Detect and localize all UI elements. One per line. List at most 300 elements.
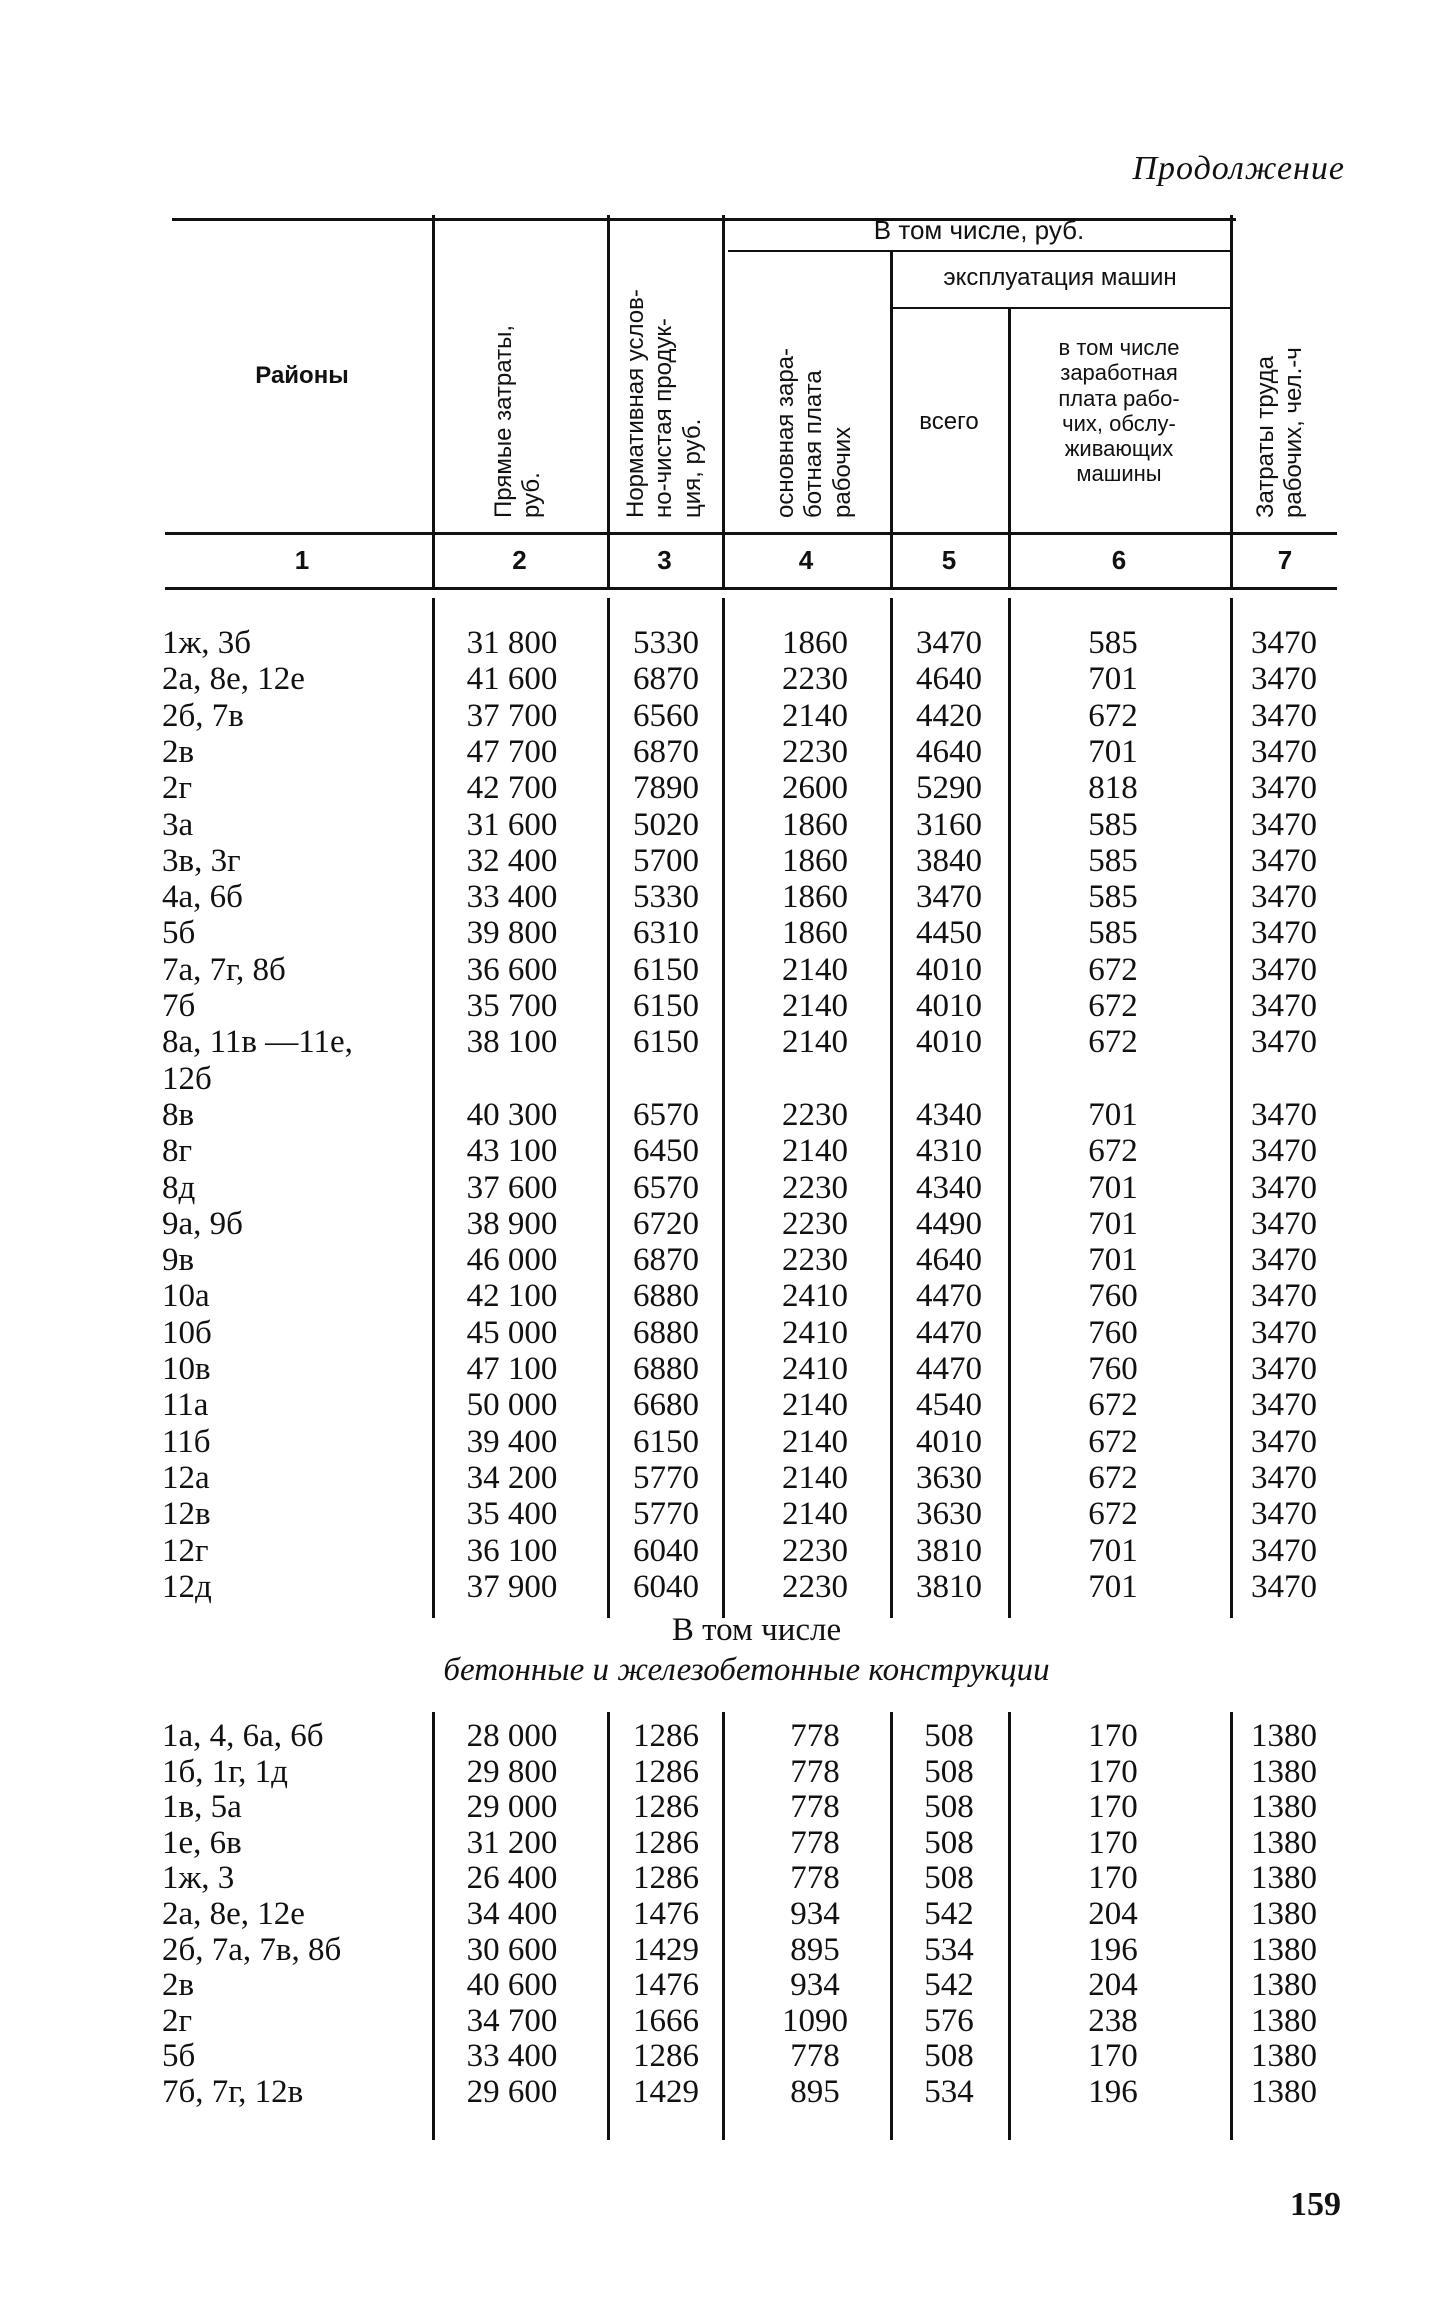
value-cell: 542 [924,1967,974,2004]
value-cell: 6450 [633,1133,699,1170]
colnum-2: 2 [512,545,527,575]
table-row [0,661,1433,697]
table-row [0,1424,1433,1460]
value-cell: 33 400 [466,2038,558,2075]
value-cell: 3470 [916,625,982,661]
value-cell: 2140 [782,1423,848,1460]
district-cell: 2в [162,733,195,770]
value-cell: 6870 [633,733,699,770]
value-cell: 34 400 [466,1896,558,1932]
value-cell: 818 [1088,770,1138,807]
value-cell: 3470 [1251,1423,1317,1460]
value-cell: 2140 [782,1133,848,1170]
value-cell: 701 [1088,733,1138,770]
value-cell: 778 [790,1789,840,1826]
district-cell: 12а [162,1459,210,1496]
value-cell: 1286 [633,1718,699,1754]
value-cell: 1860 [782,625,848,661]
value-cell: 170 [1088,1860,1138,1897]
table-row [0,1242,1433,1278]
value-cell: 45 000 [466,1314,558,1351]
value-cell: 2140 [782,1496,848,1533]
value-cell: 6880 [633,1278,699,1315]
value-cell: 3470 [1251,1496,1317,1533]
value-cell: 5330 [633,879,699,916]
district-cell: 11а [162,1387,209,1424]
value-cell: 1286 [633,1860,699,1897]
value-cell: 3470 [1251,1169,1317,1206]
value-cell: 1090 [782,2002,848,2039]
value-cell: 3470 [1251,988,1317,1024]
value-cell: 585 [1088,625,1138,661]
value-cell: 34 200 [466,1459,558,1496]
value-cell: 672 [1088,1496,1138,1533]
value-cell: 3630 [916,1496,982,1533]
value-cell: 6680 [633,1387,699,1424]
value-cell: 2140 [782,1024,848,1061]
value-cell: 508 [924,1789,974,1826]
value-cell: 6150 [633,951,699,988]
value-cell: 3840 [916,842,982,879]
district-cell: 7б [162,988,196,1024]
value-cell: 196 [1088,1931,1138,1968]
value-cell: 760 [1088,1351,1138,1387]
table-row [0,1718,1433,1754]
table-row [0,1024,1433,1060]
value-cell: 701 [1088,1242,1138,1279]
value-cell: 36 100 [466,1532,558,1569]
value-cell: 6570 [633,1096,699,1133]
value-cell: 4640 [916,1242,982,1279]
value-cell: 6150 [633,1024,699,1061]
table-row [0,1315,1433,1351]
header-zatraty-truda: Затраты труда рабочих, чел.-ч [1252,347,1308,518]
value-cell: 1860 [782,915,848,952]
value-cell: 4470 [916,1278,982,1315]
value-cell: 2140 [782,1387,848,1424]
value-cell: 2230 [782,1205,848,1242]
value-cell: 542 [924,1896,974,1932]
value-cell: 508 [924,1860,974,1897]
district-cell: 1а, 4, 6а, 6б [162,1718,324,1754]
value-cell: 701 [1088,1532,1138,1569]
value-cell: 35 400 [466,1496,558,1533]
district-cell: 12д [162,1568,212,1605]
district-cell: 10а [162,1278,210,1315]
value-cell: 672 [1088,951,1138,988]
value-cell: 1380 [1251,2074,1317,2110]
value-cell: 39 400 [466,1423,558,1460]
header-pryamye: Прямые затраты, руб. [490,325,546,518]
value-cell: 1380 [1251,1789,1317,1826]
district-cell: 8д [162,1169,196,1206]
value-cell: 534 [924,1931,974,1968]
value-cell: 3470 [1251,1568,1317,1605]
value-cell: 170 [1088,1718,1138,1754]
value-cell: 2410 [782,1278,848,1315]
district-cell: 1ж, 3 [162,1860,235,1897]
value-cell: 3470 [1251,879,1317,916]
value-cell: 28 000 [466,1718,558,1754]
district-cell: 1ж, 3б [162,625,252,661]
table-row [0,915,1433,951]
header-v-tom-chisle-zp: в том числе заработная плата рабо- чих, обслу- живающих машины [1058,335,1180,487]
colnum-4: 4 [798,545,814,575]
value-cell: 1380 [1251,2038,1317,2075]
value-cell: 6720 [633,1205,699,1242]
value-cell: 36 600 [466,951,558,988]
value-cell: 38 100 [466,1024,558,1061]
value-cell: 6570 [633,1169,699,1206]
value-cell: 29 600 [466,2074,558,2110]
value-cell: 29 800 [466,1753,558,1790]
value-cell: 3470 [1251,1242,1317,1279]
value-cell: 760 [1088,1314,1138,1351]
table-row [0,1278,1433,1314]
value-cell: 585 [1088,842,1138,879]
value-cell: 3470 [1251,1314,1317,1351]
value-cell: 672 [1088,1024,1138,1061]
col-divider-3 [722,215,725,590]
value-cell: 778 [790,1824,840,1861]
value-cell: 40 600 [466,1967,558,2004]
colnum-5: 5 [941,545,957,575]
value-cell: 204 [1088,1967,1138,2004]
value-cell: 508 [924,1753,974,1790]
table-row [0,1496,1433,1532]
value-cell: 34 700 [466,2002,558,2039]
value-cell: 50 000 [466,1387,558,1424]
value-cell: 38 900 [466,1205,558,1242]
value-cell: 672 [1088,1133,1138,1170]
value-cell: 3470 [1251,915,1317,952]
value-cell: 4490 [916,1205,982,1242]
value-cell: 672 [1088,1423,1138,1460]
subheading-v-tom-chisle: В том числе [671,1612,842,1648]
value-cell: 170 [1088,1824,1138,1861]
table-row [0,879,1433,915]
value-cell: 1380 [1251,1860,1317,1897]
district-cell: 11б [162,1423,211,1460]
table-row [0,625,1433,661]
value-cell: 4470 [916,1314,982,1351]
table-row [0,770,1433,806]
group-rule [728,250,1230,252]
value-cell: 2230 [782,1568,848,1605]
value-cell: 31 800 [466,625,558,661]
value-cell: 4010 [916,951,982,988]
value-cell: 6040 [633,1532,699,1569]
value-cell: 170 [1088,2038,1138,2075]
value-cell: 6150 [633,988,699,1024]
district-cell: 1в, 5а [162,1789,242,1826]
header-v-tom-chisle: В том числе, руб. [873,215,1085,245]
value-cell: 4340 [916,1096,982,1133]
header-ekspluatatsiya: эксплуатация машин [943,264,1177,291]
table-row [0,1133,1433,1169]
value-cell: 1476 [633,1967,699,2004]
value-cell: 1860 [782,806,848,843]
value-cell: 5330 [633,625,699,661]
district-cell: 4а, 6б [162,879,243,916]
table-row [0,1825,1433,1861]
table-row [0,734,1433,770]
table-row [0,2003,1433,2039]
table-row [0,1789,1433,1825]
district-cell: 12б [162,1060,212,1097]
col-divider-2 [607,215,610,590]
value-cell: 4010 [916,1423,982,1460]
table-row [0,807,1433,843]
table-row [0,698,1433,734]
value-cell: 701 [1088,1096,1138,1133]
value-cell: 170 [1088,1789,1138,1826]
colnum-1: 1 [294,545,310,575]
value-cell: 1380 [1251,1753,1317,1790]
value-cell: 2410 [782,1314,848,1351]
col-divider-1 [432,215,435,590]
value-cell: 4010 [916,1024,982,1061]
value-cell: 29 000 [466,1789,558,1826]
value-cell: 1860 [782,879,848,916]
value-cell: 196 [1088,2074,1138,2110]
value-cell: 1429 [633,2074,699,2110]
header-normativnaya: Нормативная услов- но-чистая продук- ция, руб. [622,289,706,518]
value-cell: 760 [1088,1278,1138,1315]
value-cell: 26 400 [466,1860,558,1897]
value-cell: 701 [1088,661,1138,698]
header-bottom-rule [165,532,1337,535]
value-cell: 585 [1088,806,1138,843]
value-cell: 1429 [633,1931,699,1968]
table-row [0,988,1433,1024]
value-cell: 778 [790,1753,840,1790]
value-cell: 39 800 [466,915,558,952]
value-cell: 4310 [916,1133,982,1170]
value-cell: 2410 [782,1351,848,1387]
table-row [0,2074,1433,2110]
district-cell: 1б, 1г, 1д [162,1753,288,1790]
value-cell: 5770 [633,1459,699,1496]
value-cell: 37 700 [466,697,558,734]
district-cell: 1е, 6в [162,1824,242,1861]
value-cell: 701 [1088,1205,1138,1242]
value-cell: 3470 [1251,1096,1317,1133]
district-cell: 2б, 7в [162,697,244,734]
table-row [0,1896,1433,1932]
value-cell: 778 [790,1718,840,1754]
value-cell: 508 [924,1718,974,1754]
value-cell: 7890 [633,770,699,807]
value-cell: 508 [924,1824,974,1861]
value-cell: 3470 [916,879,982,916]
value-cell: 3470 [1251,1351,1317,1387]
district-cell: 12в [162,1496,211,1533]
value-cell: 40 300 [466,1096,558,1133]
value-cell: 3470 [1251,1459,1317,1496]
district-cell: 5б [162,915,196,952]
value-cell: 3470 [1251,1024,1317,1061]
value-cell: 672 [1088,1459,1138,1496]
district-cell: 2в [162,1967,195,2004]
value-cell: 6880 [633,1351,699,1387]
value-cell: 170 [1088,1753,1138,1790]
value-cell: 576 [924,2002,974,2039]
table-row [0,843,1433,879]
value-cell: 31 200 [466,1824,558,1861]
value-cell: 4340 [916,1169,982,1206]
value-cell: 1286 [633,1824,699,1861]
district-cell: 2г [162,2002,193,2039]
value-cell: 3470 [1251,951,1317,988]
value-cell: 895 [790,1931,840,1968]
district-cell: 2б, 7а, 7в, 8б [162,1931,342,1968]
district-cell: 9а, 9б [162,1205,243,1242]
value-cell: 4640 [916,733,982,770]
value-cell: 1860 [782,842,848,879]
district-cell: 2а, 8е, 12е [162,661,305,698]
value-cell: 3470 [1251,1532,1317,1569]
value-cell: 4420 [916,697,982,734]
value-cell: 1380 [1251,1896,1317,1932]
value-cell: 1286 [633,1753,699,1790]
value-cell: 2600 [782,770,848,807]
district-cell: 3в, 3г [162,842,241,879]
value-cell: 1476 [633,1896,699,1932]
table-row [0,1206,1433,1242]
value-cell: 6560 [633,697,699,734]
district-cell: 2а, 8е, 12е [162,1896,305,1932]
value-cell: 1286 [633,1789,699,1826]
value-cell: 672 [1088,697,1138,734]
value-cell: 1286 [633,2038,699,2075]
value-cell: 33 400 [466,879,558,916]
value-cell: 41 600 [466,661,558,698]
value-cell: 701 [1088,1169,1138,1206]
value-cell: 4450 [916,915,982,952]
district-cell: 7а, 7г, 8б [162,951,286,988]
value-cell: 934 [790,1896,840,1932]
table-row [0,2038,1433,2074]
value-cell: 3470 [1251,661,1317,698]
colnum-6: 6 [1111,545,1127,575]
value-cell: 42 700 [466,770,558,807]
value-cell: 6310 [633,915,699,952]
value-cell: 5290 [916,770,982,807]
value-cell: 1380 [1251,2002,1317,2039]
table-row [0,1061,1433,1097]
value-cell: 5020 [633,806,699,843]
value-cell: 6040 [633,1568,699,1605]
value-cell: 4010 [916,988,982,1024]
value-cell: 37 900 [466,1568,558,1605]
value-cell: 6880 [633,1314,699,1351]
value-cell: 2140 [782,697,848,734]
district-cell: 8в [162,1096,195,1133]
value-cell: 585 [1088,915,1138,952]
district-cell: 3а [162,806,194,843]
value-cell: 534 [924,2074,974,2110]
value-cell: 30 600 [466,1931,558,1968]
value-cell: 2140 [782,1459,848,1496]
table-row [0,1932,1433,1968]
value-cell: 4640 [916,661,982,698]
col-divider-6 [1230,215,1233,590]
table-row [0,1097,1433,1133]
value-cell: 3630 [916,1459,982,1496]
value-cell: 2230 [782,1532,848,1569]
value-cell: 47 100 [466,1351,558,1387]
district-cell: 5б [162,2038,196,2075]
continuation-label: Продолжение [1132,150,1345,187]
value-cell: 31 600 [466,806,558,843]
value-cell: 2140 [782,951,848,988]
table-row [0,1351,1433,1387]
table-row [0,1569,1433,1605]
value-cell: 37 600 [466,1169,558,1206]
value-cell: 4540 [916,1387,982,1424]
page-number: 159 [1290,2186,1341,2223]
value-cell: 32 400 [466,842,558,879]
value-cell: 2230 [782,733,848,770]
value-cell: 1380 [1251,1824,1317,1861]
value-cell: 3470 [1251,806,1317,843]
value-cell: 46 000 [466,1242,558,1279]
header-osnovnaya: основная зара- ботная плата рабочих [772,347,856,518]
value-cell: 2230 [782,1169,848,1206]
value-cell: 1380 [1251,1967,1317,2004]
value-cell: 2230 [782,1096,848,1133]
value-cell: 1666 [633,2002,699,2039]
value-cell: 672 [1088,1387,1138,1424]
value-cell: 6870 [633,1242,699,1279]
district-cell: 8г [162,1133,193,1170]
district-cell: 7б, 7г, 12в [162,2074,304,2110]
table-row [0,1860,1433,1896]
table-row [0,1387,1433,1423]
table-row [0,1967,1433,2003]
value-cell: 2230 [782,1242,848,1279]
district-cell: 9в [162,1242,195,1279]
value-cell: 238 [1088,2002,1138,2039]
value-cell: 5700 [633,842,699,879]
district-cell: 10б [162,1314,212,1351]
table-row [0,1754,1433,1790]
value-cell: 3470 [1251,1278,1317,1315]
value-cell: 1380 [1251,1931,1317,1968]
value-cell: 2140 [782,988,848,1024]
header-vsego: всего [919,408,979,435]
value-cell: 5770 [633,1496,699,1533]
value-cell: 3470 [1251,1387,1317,1424]
value-cell: 3470 [1251,625,1317,661]
subheading-betonnye: бетонные и железобетонные конструкции [443,1652,1050,1688]
colnum-3: 3 [657,545,672,575]
value-cell: 1380 [1251,1718,1317,1754]
value-cell: 6150 [633,1423,699,1460]
value-cell: 35 700 [466,988,558,1024]
value-cell: 43 100 [466,1133,558,1170]
value-cell: 3470 [1251,1205,1317,1242]
district-cell: 12г [162,1532,209,1569]
value-cell: 3470 [1251,697,1317,734]
value-cell: 42 100 [466,1278,558,1315]
value-cell: 3470 [1251,842,1317,879]
value-cell: 3470 [1251,733,1317,770]
value-cell: 6870 [633,661,699,698]
district-cell: 10в [162,1351,211,1387]
table-row [0,952,1433,988]
